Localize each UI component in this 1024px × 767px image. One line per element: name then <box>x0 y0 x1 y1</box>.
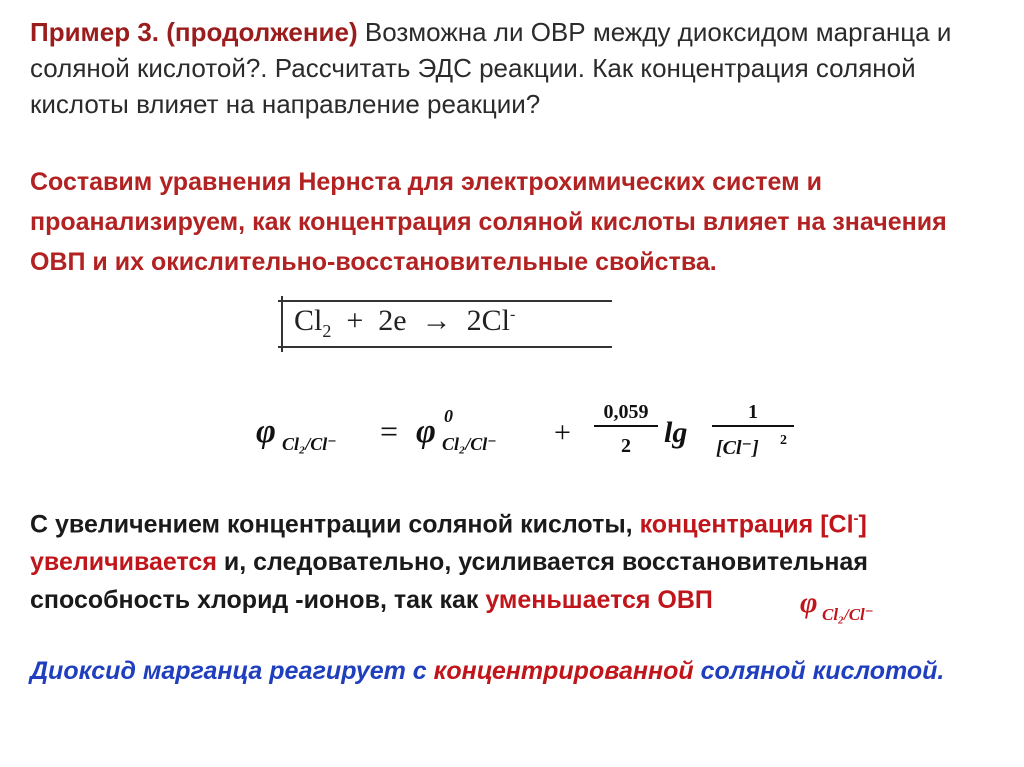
phi-symbol-inline <box>800 582 940 626</box>
conclusion-concentration: концентрация [Cl <box>639 510 854 539</box>
phi-standard-sub: Cl₂/Cl⁻ <box>442 434 497 454</box>
product-cl: 2Cl <box>466 304 510 337</box>
conclusion-increases: ] увеличивается <box>30 510 867 577</box>
reactant-subscript: 2 <box>322 321 332 341</box>
nernst-equation <box>256 392 796 472</box>
final-concentrated: концентрированной <box>433 657 694 685</box>
half-reaction-text <box>294 304 515 342</box>
plus-sign: + <box>346 304 364 337</box>
phi-inline: φ <box>800 586 818 619</box>
final-statement <box>30 652 1000 690</box>
conclusion-part3: и, следовательно, усиливается восстановительная способность хлорид -ионов, так как <box>30 548 868 615</box>
conclusion-decreases: уменьшается ОВП <box>485 586 713 615</box>
problem-statement <box>30 14 1000 122</box>
phi-left-sub: Cl₂/Cl⁻ <box>282 434 337 454</box>
phi-left: φ <box>256 413 276 450</box>
coefficient-denominator: 2 <box>621 435 631 457</box>
lg-label: lg <box>664 416 688 449</box>
intro-paragraph: Составим уравнения Нернста для электрохимических систем и проанализируем, как концентрация соляной кислоты влияет на значения ОВП и их окислительно-восстановительные свойства. <box>30 168 947 276</box>
standard-superscript: 0 <box>444 406 453 426</box>
final-part1: Диоксид марганца реагирует с <box>30 657 434 685</box>
product-charge: - <box>509 306 516 323</box>
equals-sign: = <box>380 413 399 449</box>
problem-lead: Пример 3. (продолжение) <box>30 17 358 47</box>
phi-standard: φ <box>416 413 436 450</box>
reactant-cl: Cl <box>294 304 323 337</box>
half-reaction-equation <box>276 296 612 352</box>
conclusion-part1: С увеличением концентрации соляной кислоты, <box>30 510 640 539</box>
phi-inline-sub: Cl₂/Cl⁻ <box>822 605 874 624</box>
electrons: 2e <box>378 304 407 337</box>
coefficient-numerator: 0,059 <box>603 401 649 423</box>
plus-sign: + <box>554 416 571 449</box>
arrow-icon: → <box>421 304 452 337</box>
problem-text: Возможна ли ОВР между диоксидом марганца и соляной кислотой?. Рассчитать ЭДС реакции. Как концентрация соляной кислоты влияет на направление реакции? <box>30 17 952 119</box>
denominator-power: 2 <box>780 433 787 448</box>
final-part3: соляной кислотой. <box>693 657 945 685</box>
fraction-denominator: [Cl⁻] <box>716 437 759 459</box>
fraction-numerator: 1 <box>748 401 758 423</box>
chloride-charge: - <box>853 510 859 527</box>
